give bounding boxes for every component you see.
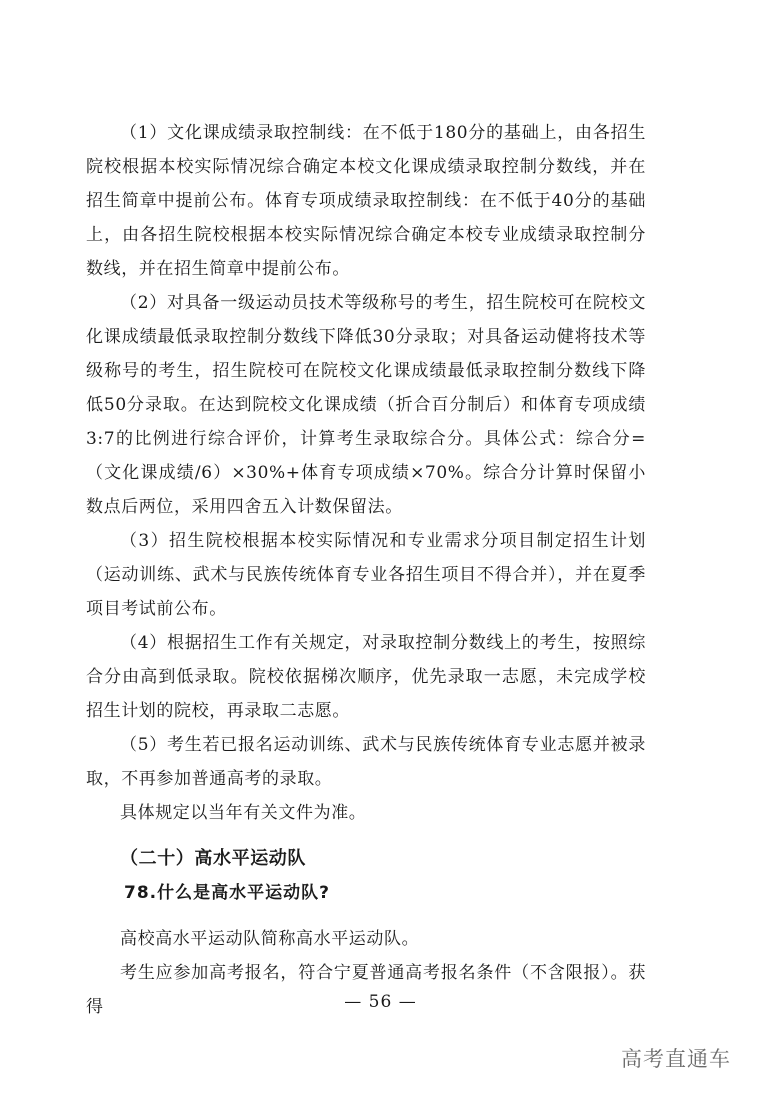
paragraph-7: 高校高水平运动队简称高水平运动队。 bbox=[120, 929, 420, 949]
watermark: 高考直通车 bbox=[621, 1047, 731, 1071]
paragraph-3: （3）招生院校根据本校实际情况和专业需求分项目制定招生计划（运动训练、武术与民族传统体育专业各招生项目不得合并），并在夏季项目考试前公布。 bbox=[86, 531, 646, 619]
page-number: — 56 — bbox=[344, 992, 417, 1012]
question-heading: 78.什么是高水平运动队? bbox=[124, 883, 330, 903]
paragraph-6: 具体规定以当年有关文件为准。 bbox=[120, 803, 367, 823]
page-content bbox=[86, 116, 646, 1024]
section-title: （二十）高水平运动队 bbox=[120, 848, 306, 869]
paragraph-5: （5）考生若已报名运动训练、武术与民族传统体育专业志愿并被录取，不再参加普通高考的录取。 bbox=[86, 735, 646, 789]
paragraph-1: （1）文化课成绩录取控制线：在不低于180分的基础上，由各招生院校根据本校实际情况综合确定本校文化课成绩录取控制分数线，并在招生简章中提前公布。体育专项成绩录取控制线：在不低于40分的基础上，由各招生院校根据本校实际情况综合确定本校专业成绩录取控制分数线，并在招生简章中提前公布。 bbox=[86, 123, 646, 279]
paragraph-4: （4）根据招生工作有关规定，对录取控制分数线上的考生，按照综合分由高到低录取。院校依据梯次顺序，优先录取一志愿，未完成学校招生计划的院校，再录取二志愿。 bbox=[86, 633, 646, 721]
paragraph-2: （2）对具备一级运动员技术等级称号的考生，招生院校可在院校文化课成绩最低录取控制分数线下降低30分录取；对具备运动健将技术等级称号的考生，招生院校可在院校文化课成绩最低录取控制分数线下降低50分录取。在达到院校文化课成绩（折合百分制后）和体育专项成绩3:7的比例进行综合评价，计算考生录取综合分。具体公式：综合分=（文化课成绩/6）×30%+体育专项成绩×70%。综合分计算时保留小数点后两位，采用四舍五入计数保留法。 bbox=[86, 293, 646, 517]
paragraph-8: 考生应参加高考报名，符合宁夏普通高考报名条件（不含限报）。获得 bbox=[86, 963, 646, 1017]
